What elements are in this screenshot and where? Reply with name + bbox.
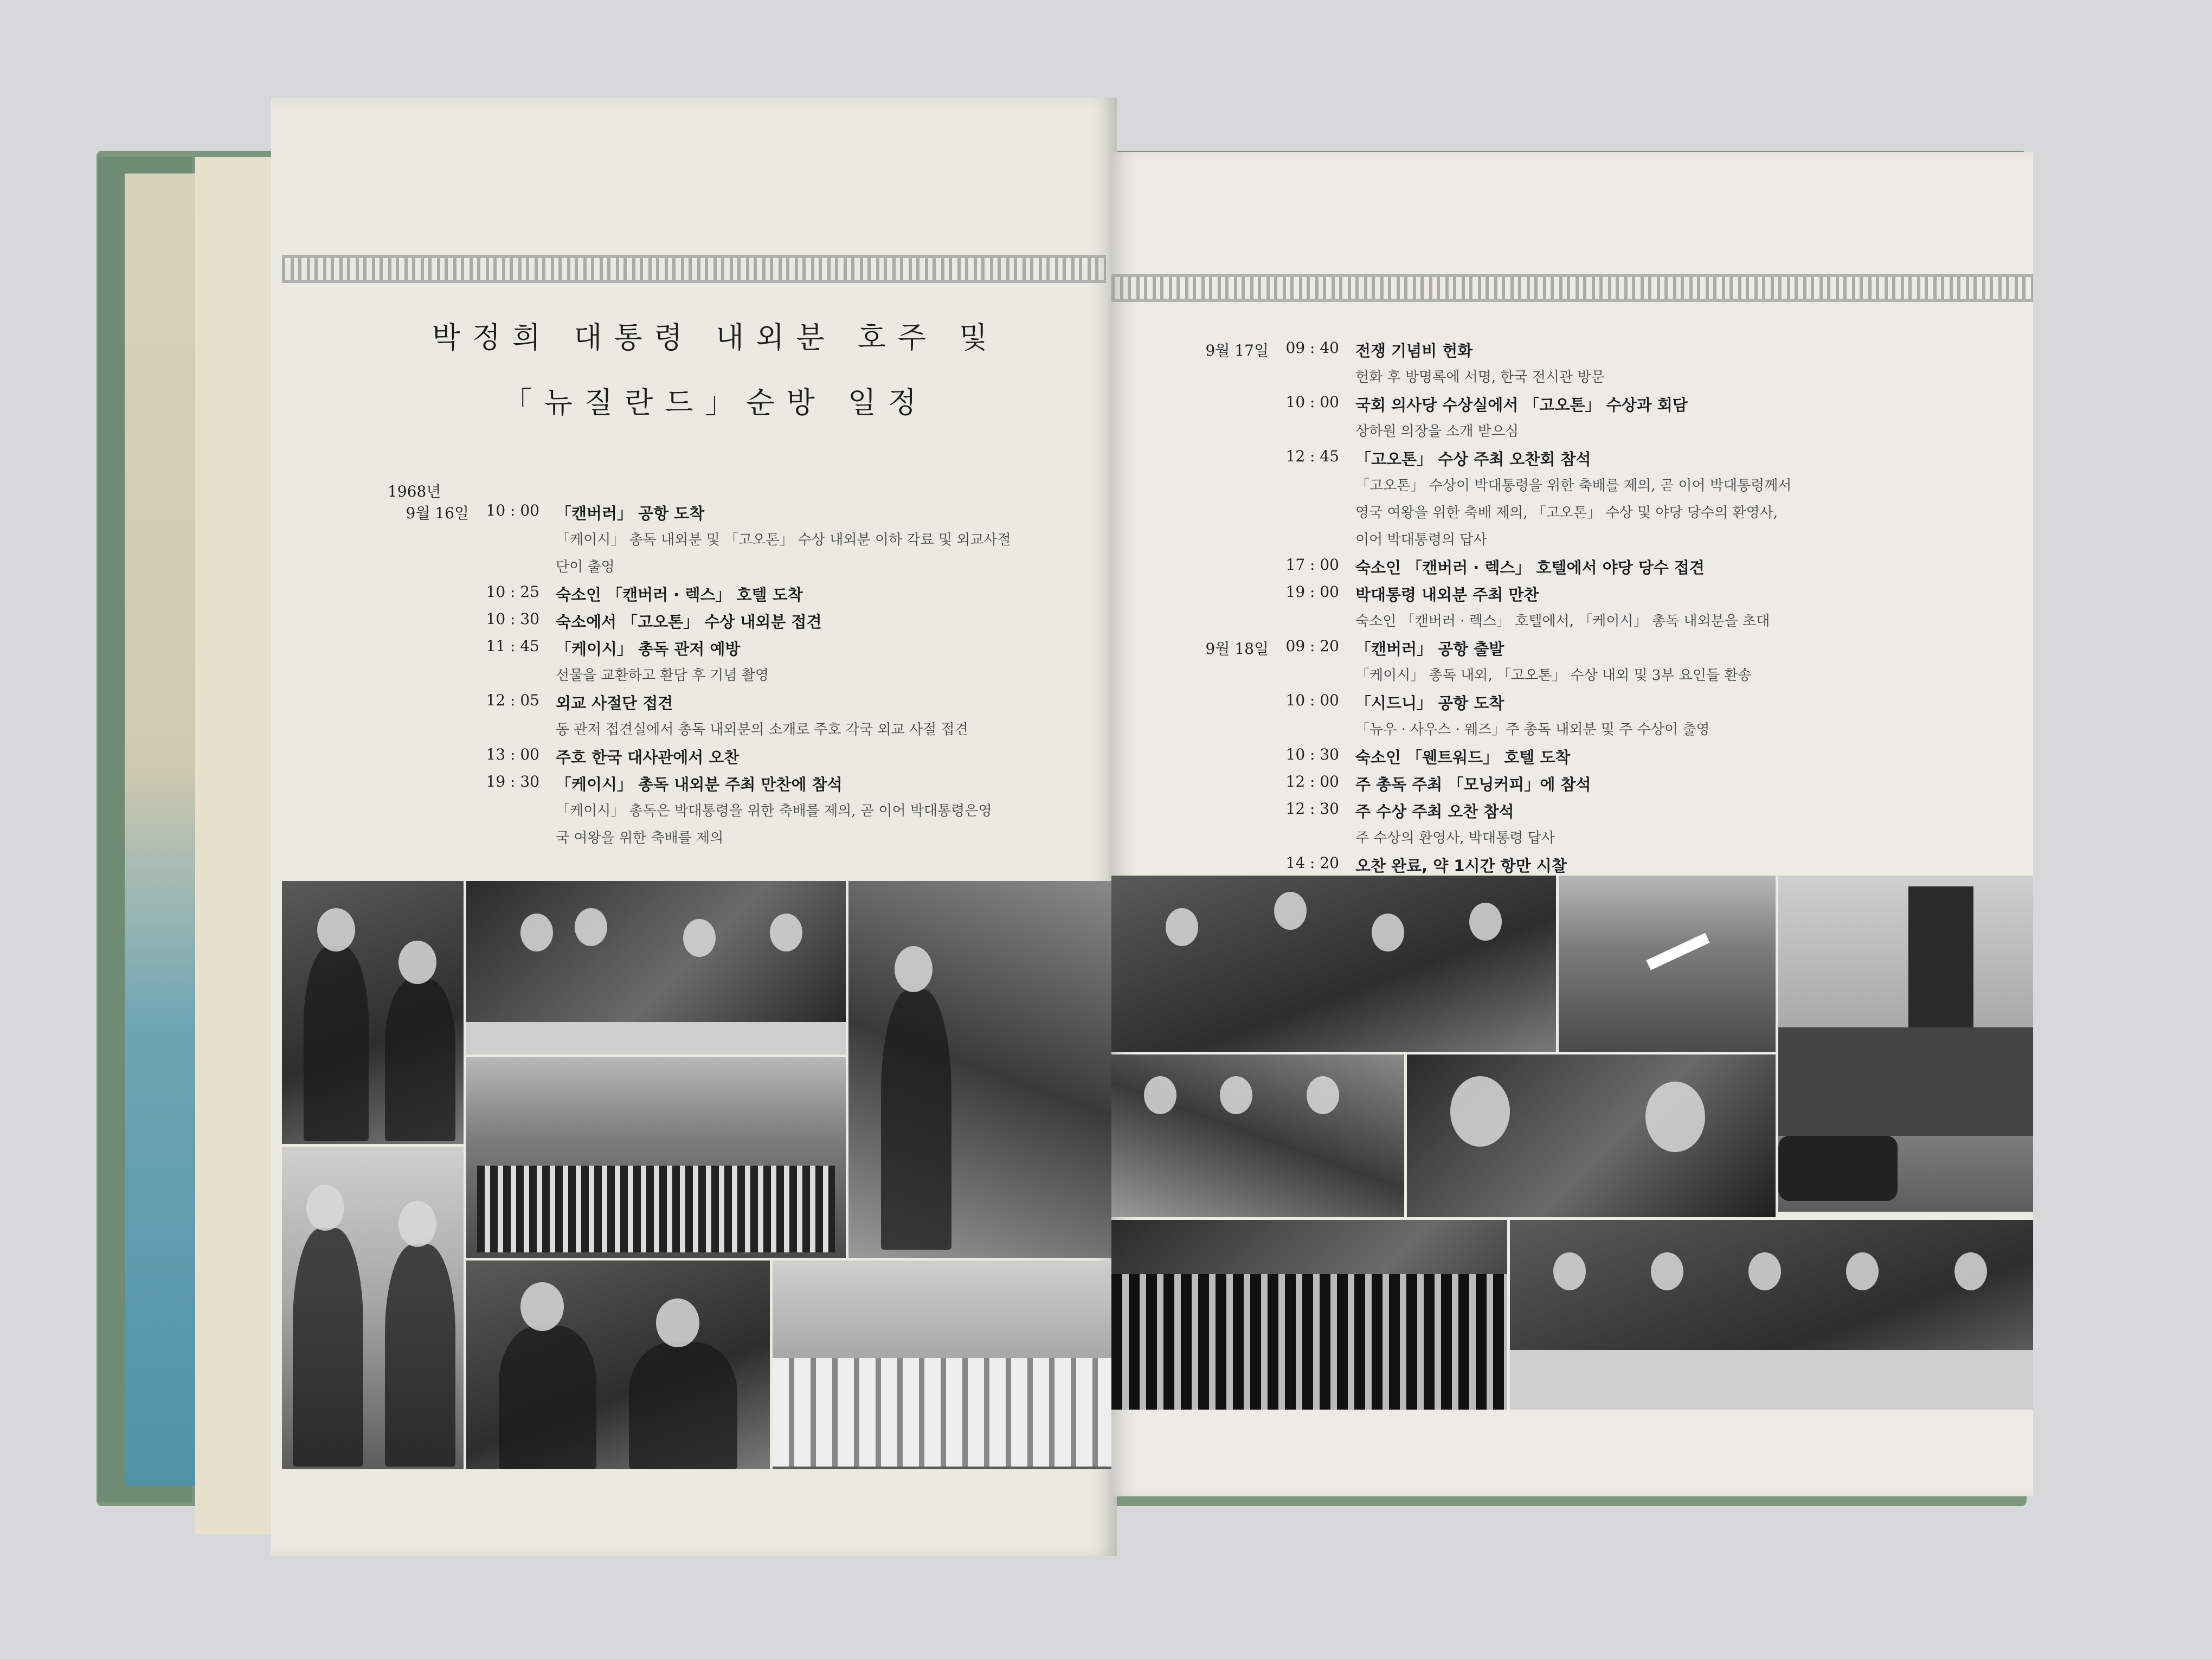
schedule-time: 11 : 45 bbox=[486, 637, 539, 655]
schedule-note: 「뉴우 · 사우스 · 웨즈」주 총독 내외분 및 주 수상이 출영 bbox=[1355, 722, 1710, 738]
schedule-event: 주 수상 주최 오찬 참석 bbox=[1355, 802, 1514, 821]
schedule-note: 「케이시」 총독은 박대통령을 위한 축배를 제의, 곧 이어 박대통령은영 bbox=[556, 803, 992, 819]
schedule-time: 19 : 00 bbox=[1285, 583, 1339, 601]
schedule-year: 1968년 bbox=[388, 483, 441, 500]
schedule-time: 10 : 00 bbox=[486, 501, 539, 519]
schedule-note: 「케이시」 총독 내외, 「고오톤」 수상 내외 및 3부 요인들 환송 bbox=[1355, 667, 1752, 684]
schedule-date: 9월 17일 bbox=[1205, 342, 1269, 359]
schedule-event: 「캔버러」 공항 도착 bbox=[556, 504, 705, 523]
photo bbox=[1559, 876, 1776, 1052]
photo bbox=[282, 1147, 464, 1469]
photo bbox=[1111, 1220, 1507, 1410]
photo bbox=[466, 1261, 770, 1469]
schedule-note: 숙소인 「캔버러 · 렉스」 호텔에서, 「케이시」 총독 내외분을 초대 bbox=[1355, 613, 1770, 629]
schedule-event: 전쟁 기념비 헌화 bbox=[1355, 342, 1473, 360]
schedule-time: 14 : 20 bbox=[1285, 854, 1339, 872]
schedule-time: 17 : 00 bbox=[1285, 556, 1339, 574]
photo bbox=[466, 881, 846, 1054]
fret-border bbox=[282, 255, 1106, 283]
schedule-event: 숙소인 「캔버러 · 렉스」 호텔에서 야당 당수 접견 bbox=[1355, 558, 1705, 577]
schedule-event: 「시드니」 공항 도착 bbox=[1355, 694, 1504, 712]
schedule-note: 「고오톤」 수상이 박대통령을 위한 축배를 제의, 곧 이어 박대통령께서 bbox=[1355, 478, 1792, 494]
schedule-time: 10 : 25 bbox=[486, 583, 539, 601]
schedule-note: 국 여왕을 위한 축배를 제의 bbox=[556, 830, 724, 846]
schedule-event: 외교 사절단 접견 bbox=[556, 694, 673, 712]
schedule-time: 09 : 20 bbox=[1285, 637, 1339, 655]
schedule-event: 주호 한국 대사관에서 오찬 bbox=[556, 748, 740, 767]
photo-collage-left bbox=[282, 881, 1117, 1556]
schedule-time: 13 : 00 bbox=[486, 745, 539, 763]
photo bbox=[1510, 1220, 2033, 1410]
schedule-event: 「캔버러」 공항 출발 bbox=[1355, 640, 1504, 658]
schedule-note: 상하원 의장을 소개 받으심 bbox=[1355, 423, 1519, 440]
right-page bbox=[1111, 152, 2033, 1496]
schedule-note: 동 관저 접견실에서 총독 내외분의 소개로 주호 각국 외교 사절 접견 bbox=[556, 722, 968, 738]
schedule-time: 09 : 40 bbox=[1285, 339, 1339, 357]
schedule-event: 「케이시」 총독 내외분 주최 만찬에 참석 bbox=[556, 775, 843, 794]
schedule-event: 국회 의사당 수상실에서 「고오톤」 수상과 회담 bbox=[1355, 396, 1688, 414]
schedule-note: 영국 여왕을 위한 축배 제의, 「고오톤」 수상 및 야당 당수의 환영사, bbox=[1355, 505, 1778, 521]
schedule-event: 숙소에서 「고오톤」 수상 내외분 접견 bbox=[556, 613, 822, 631]
photo bbox=[466, 1057, 846, 1258]
photo bbox=[848, 881, 1117, 1258]
photo bbox=[1111, 876, 1556, 1052]
schedule-event: 숙소인 「캔버러 · 렉스」 호텔 도착 bbox=[556, 586, 803, 604]
left-page bbox=[271, 98, 1117, 1556]
schedule-note: 이어 박대통령의 답사 bbox=[1355, 532, 1487, 548]
schedule-date: 9월 18일 bbox=[1205, 640, 1269, 658]
schedule-event: 박대통령 내외분 주최 만찬 bbox=[1355, 586, 1539, 604]
fret-border bbox=[1111, 274, 2033, 302]
schedule-time: 10 : 30 bbox=[486, 610, 539, 628]
schedule-note: 헌화 후 방명록에 서명, 한국 전시관 방문 bbox=[1355, 369, 1605, 385]
photo bbox=[1778, 876, 2033, 1212]
schedule-time: 10 : 00 bbox=[1285, 691, 1339, 709]
schedule-event: 오찬 완료, 약 1시간 항만 시찰 bbox=[1355, 857, 1567, 875]
schedule-event: 숙소인 「웬트워드」 호텔 도착 bbox=[1355, 748, 1571, 767]
schedule-time: 19 : 30 bbox=[486, 773, 539, 790]
schedule-time: 12 : 30 bbox=[1285, 800, 1339, 818]
schedule-event: 「고오톤」 수상 주최 오찬회 참석 bbox=[1355, 450, 1591, 468]
schedule-date: 9월 16일 bbox=[406, 504, 469, 522]
schedule-note: 주 수상의 환영사, 박대통령 답사 bbox=[1355, 830, 1555, 846]
page-title-line1: 박정희 대통령 내외분 호주 및 bbox=[432, 320, 1000, 355]
schedule-time: 12 : 00 bbox=[1285, 773, 1339, 790]
schedule-note: 단이 출영 bbox=[556, 559, 615, 575]
schedule-time: 12 : 45 bbox=[1285, 447, 1339, 465]
schedule-note: 선물을 교환하고 환담 후 기념 촬영 bbox=[556, 667, 769, 684]
schedule-event: 주 총독 주최 「모닝커피」에 참석 bbox=[1355, 775, 1591, 794]
page-title-line2: 「뉴질란드」순방 일정 bbox=[503, 385, 929, 420]
photo bbox=[1111, 1054, 1404, 1217]
schedule-time: 10 : 00 bbox=[1285, 393, 1339, 411]
photo-collage-right bbox=[1111, 876, 2033, 1572]
inserted-paper bbox=[125, 173, 201, 1486]
schedule-time: 12 : 05 bbox=[486, 691, 539, 709]
photo bbox=[1407, 1054, 1776, 1217]
photo bbox=[282, 881, 464, 1144]
schedule-note: 「케이시」 총독 내외분 및 「고오톤」 수상 내외분 이하 각료 및 외교사절 bbox=[556, 532, 1011, 548]
photo bbox=[773, 1261, 1117, 1469]
schedule-event: 「케이시」 총독 관저 예방 bbox=[556, 640, 741, 658]
schedule-time: 10 : 30 bbox=[1285, 745, 1339, 763]
